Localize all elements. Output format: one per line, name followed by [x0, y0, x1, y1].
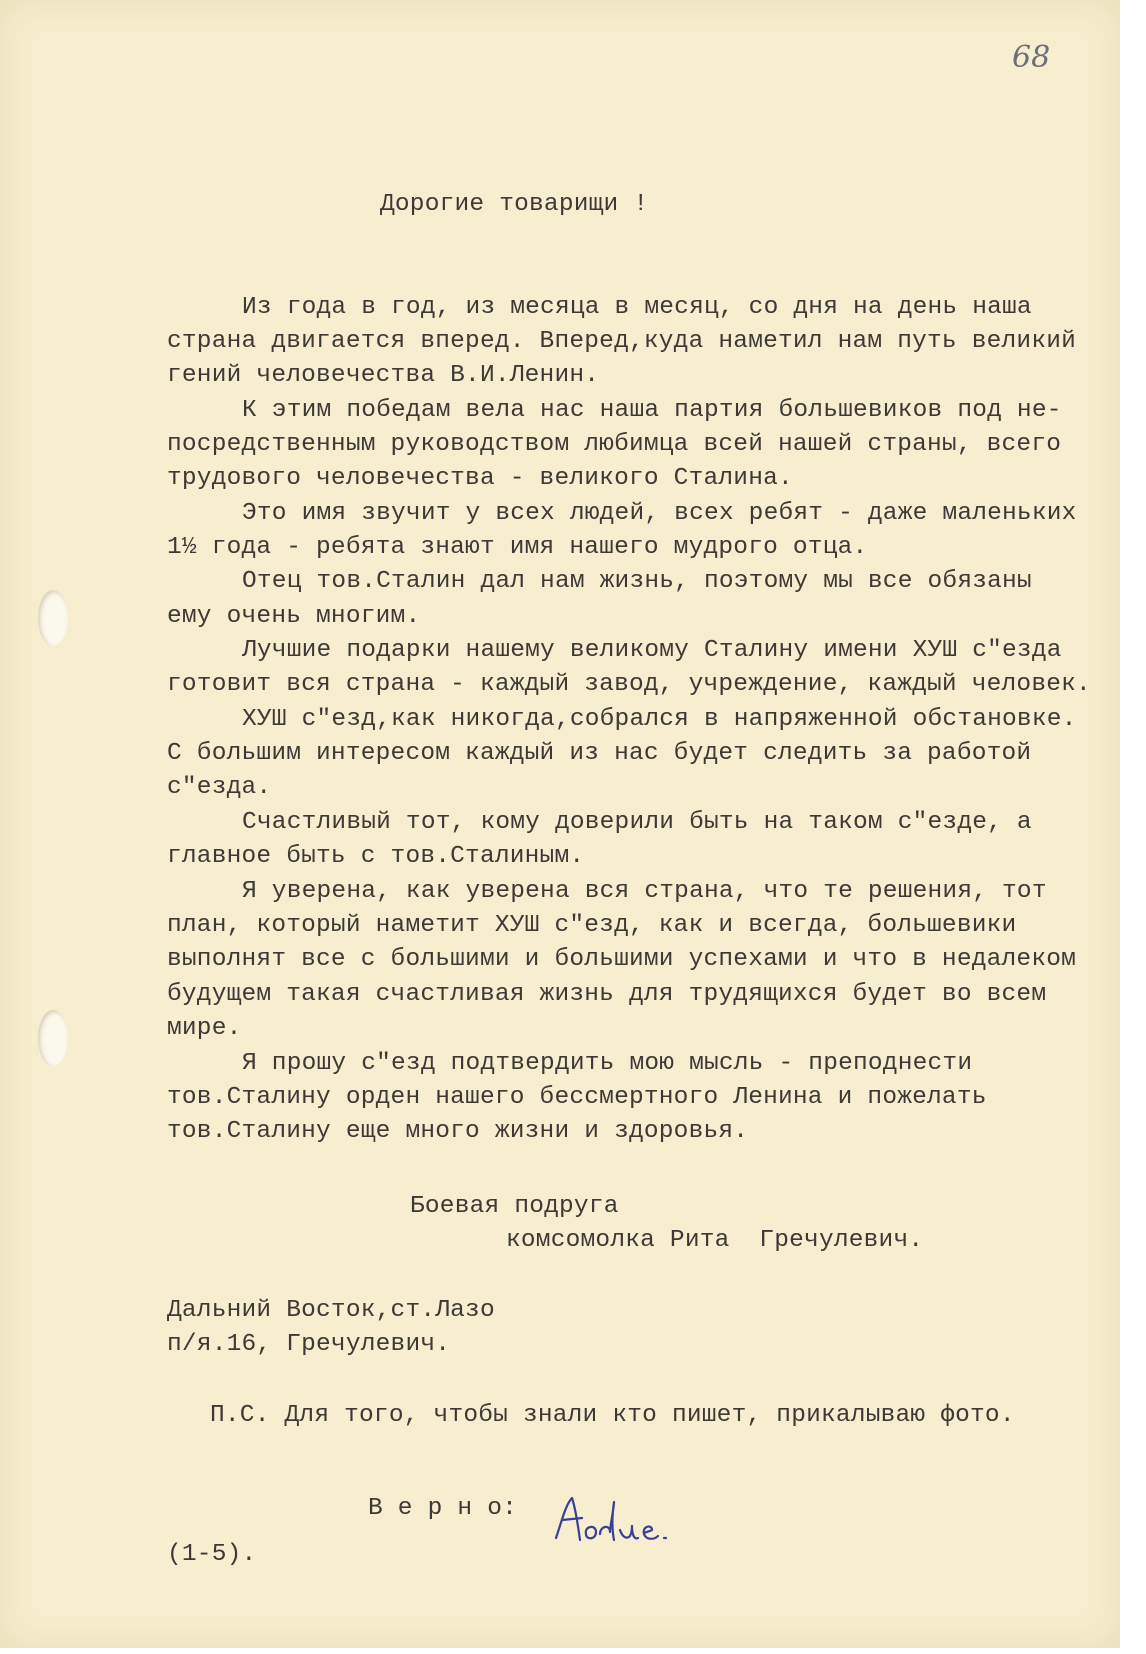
body-line: трудового человечества - великого Сталина. — [167, 465, 793, 492]
salutation: Дорогие товарищи ! — [380, 191, 649, 218]
postscript: П.С. Для того, чтобы знали кто пишет, прикалываю фото. — [210, 1402, 1015, 1429]
body-line: 1½ года - ребята знают имя нашего мудрого отца. — [167, 534, 868, 561]
body-line: тов.Сталину еще много жизни и здоровья. — [167, 1118, 749, 1145]
body-line: Из года в год, из месяца в месяц, со дня на день наша — [242, 294, 1032, 321]
body-line: С большим интересом каждый из нас будет следить за работой — [167, 740, 1032, 767]
body-line: К этим победам вела нас наша партия большевиков под не- — [242, 397, 1062, 424]
closing-line: Боевая подруга — [410, 1193, 619, 1220]
body-line: ХУШ с"езд,как никогда,собрался в напряженной обстановке. — [242, 706, 1077, 733]
body-line: посредственным руководством любимца всей нашей страны, всего — [167, 431, 1062, 458]
body-line: Счастливый тот, кому доверили быть на таком с"езде, а — [242, 809, 1032, 836]
body-line: выполнят все с большими и большими успехами и что в недалеком — [167, 946, 1077, 973]
punch-hole-bottom — [38, 1010, 68, 1066]
body-line: с"езда. — [167, 774, 272, 801]
handwritten-signature — [548, 1490, 678, 1550]
body-line: ему очень многим. — [167, 603, 421, 630]
body-line: мире. — [167, 1015, 242, 1042]
body-line: будущем такая счастливая жизнь для трудящихся будет во всем — [167, 981, 1047, 1008]
punch-hole-top — [38, 590, 68, 646]
body-line: тов.Сталину орден нашего бессмертного Ленина и пожелать — [167, 1084, 987, 1111]
certified-label: В е р н о: — [368, 1495, 518, 1522]
page-number: 68 — [1012, 40, 1051, 75]
body-line: Отец тов.Сталин дал нам жизнь, поэтому мы все обязаны — [242, 568, 1032, 595]
body-line: Я уверена, как уверена вся страна, что те решения, тот — [242, 878, 1047, 905]
scan-border — [1120, 0, 1146, 1654]
closing-signature-name: комсомолка Рита Гречулевич. — [506, 1227, 924, 1254]
body-line: план, который наметит ХУШ с"езд, как и всегда, большевики — [167, 912, 1017, 939]
body-line: готовит вся страна - каждый завод, учреждение, каждый человек. — [167, 671, 1091, 698]
body-line: страна двигается вперед. Вперед,куда наметил нам путь великий — [167, 328, 1077, 355]
address-line: Дальний Восток,ст.Лазо — [167, 1297, 495, 1324]
body-line: Лучшие подарки нашему великому Сталину имени ХУШ с"езда — [242, 637, 1062, 664]
body-line: гений человечества В.И.Ленин. — [167, 362, 600, 389]
body-line: Я прошу с"езд подтвердить мою мысль - преподнести — [242, 1050, 973, 1077]
address-line: п/я.16, Гречулевич. — [167, 1331, 451, 1358]
reference-number: (1-5). — [167, 1541, 257, 1568]
body-line: Это имя звучит у всех людей, всех ребят - даже маленьких — [242, 500, 1077, 527]
body-line: главное быть с тов.Сталиным. — [167, 843, 585, 870]
